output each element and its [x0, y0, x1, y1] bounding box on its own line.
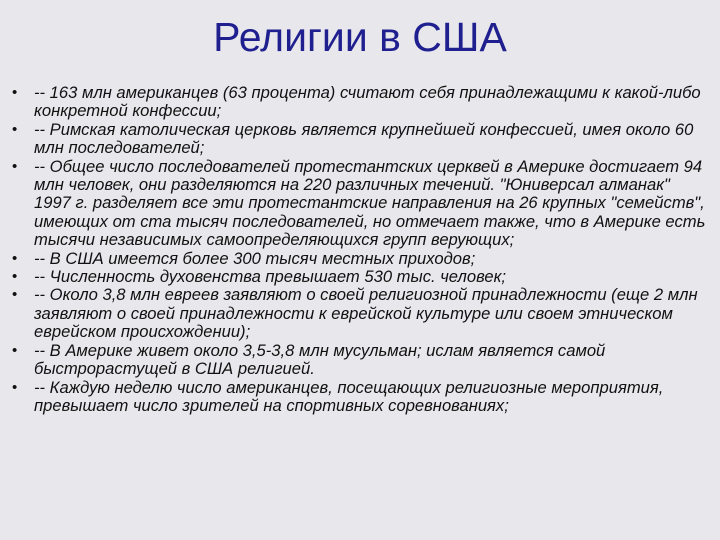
bullet-list: [10, 84, 710, 415]
bullet-text: -- Каждую неделю число американцев, посещающих религиозные мероприятия, превышает число зрителей на спортивных соревнованиях;: [34, 377, 664, 415]
bullet-text: -- Римская католическая церковь является крупнейшей конфессией, имея около 60 млн последователей;: [34, 119, 694, 158]
bullet-text: -- В США имеется более 300 тысяч местных приходов;: [34, 248, 476, 268]
bullet-item: [10, 158, 710, 250]
bullet-text: -- Численность духовенства превышает 530 тыс. человек;: [34, 267, 507, 287]
bullet-item: [10, 121, 710, 158]
bullet-text: -- В Америке живет около 3,5-3,8 млн мусульман; ислам является самой быстрорастущей в США религией.: [34, 340, 606, 379]
bullet-icon: •: [12, 378, 18, 396]
bullet-item: [10, 342, 710, 379]
bullet-item: [10, 268, 710, 286]
bullet-item: [10, 286, 710, 341]
bullet-item: [10, 250, 710, 268]
slide-title: Религии в США: [213, 14, 507, 60]
bullet-item: [10, 84, 710, 121]
bullet-icon: •: [12, 157, 18, 175]
bullet-item: [10, 379, 710, 416]
bullet-icon: •: [12, 341, 18, 359]
bullet-text: -- Общее число последователей протестантских церквей в Америке достигает 94 млн человек, они разделяются на 220 различных течений. "Юниверсал алманак" 1997 г. разделяет все эти протестантские направления на 26 крупных "семейств", имеющих от ста тысяч последователей, но отмечает также, что в Америке есть тысячи независимых самоопределяющихся групп верующих;: [34, 156, 706, 250]
bullet-icon: •: [12, 120, 18, 138]
bullet-icon: •: [12, 84, 18, 101]
bullet-icon: •: [12, 268, 18, 286]
bullet-icon: •: [12, 286, 18, 304]
bullet-text: -- Около 3,8 млн евреев заявляют о своей религиозной принадлежности (еще 2 млн заявляют о своей принадлежности к еврейской культуре или своем этническом еврейском происхождении);: [34, 285, 698, 342]
bullet-text: -- 163 млн американцев (63 процента) считают себя принадлежащими к какой-либо конкретной конфессии;: [34, 83, 701, 121]
bullet-icon: •: [12, 249, 18, 267]
